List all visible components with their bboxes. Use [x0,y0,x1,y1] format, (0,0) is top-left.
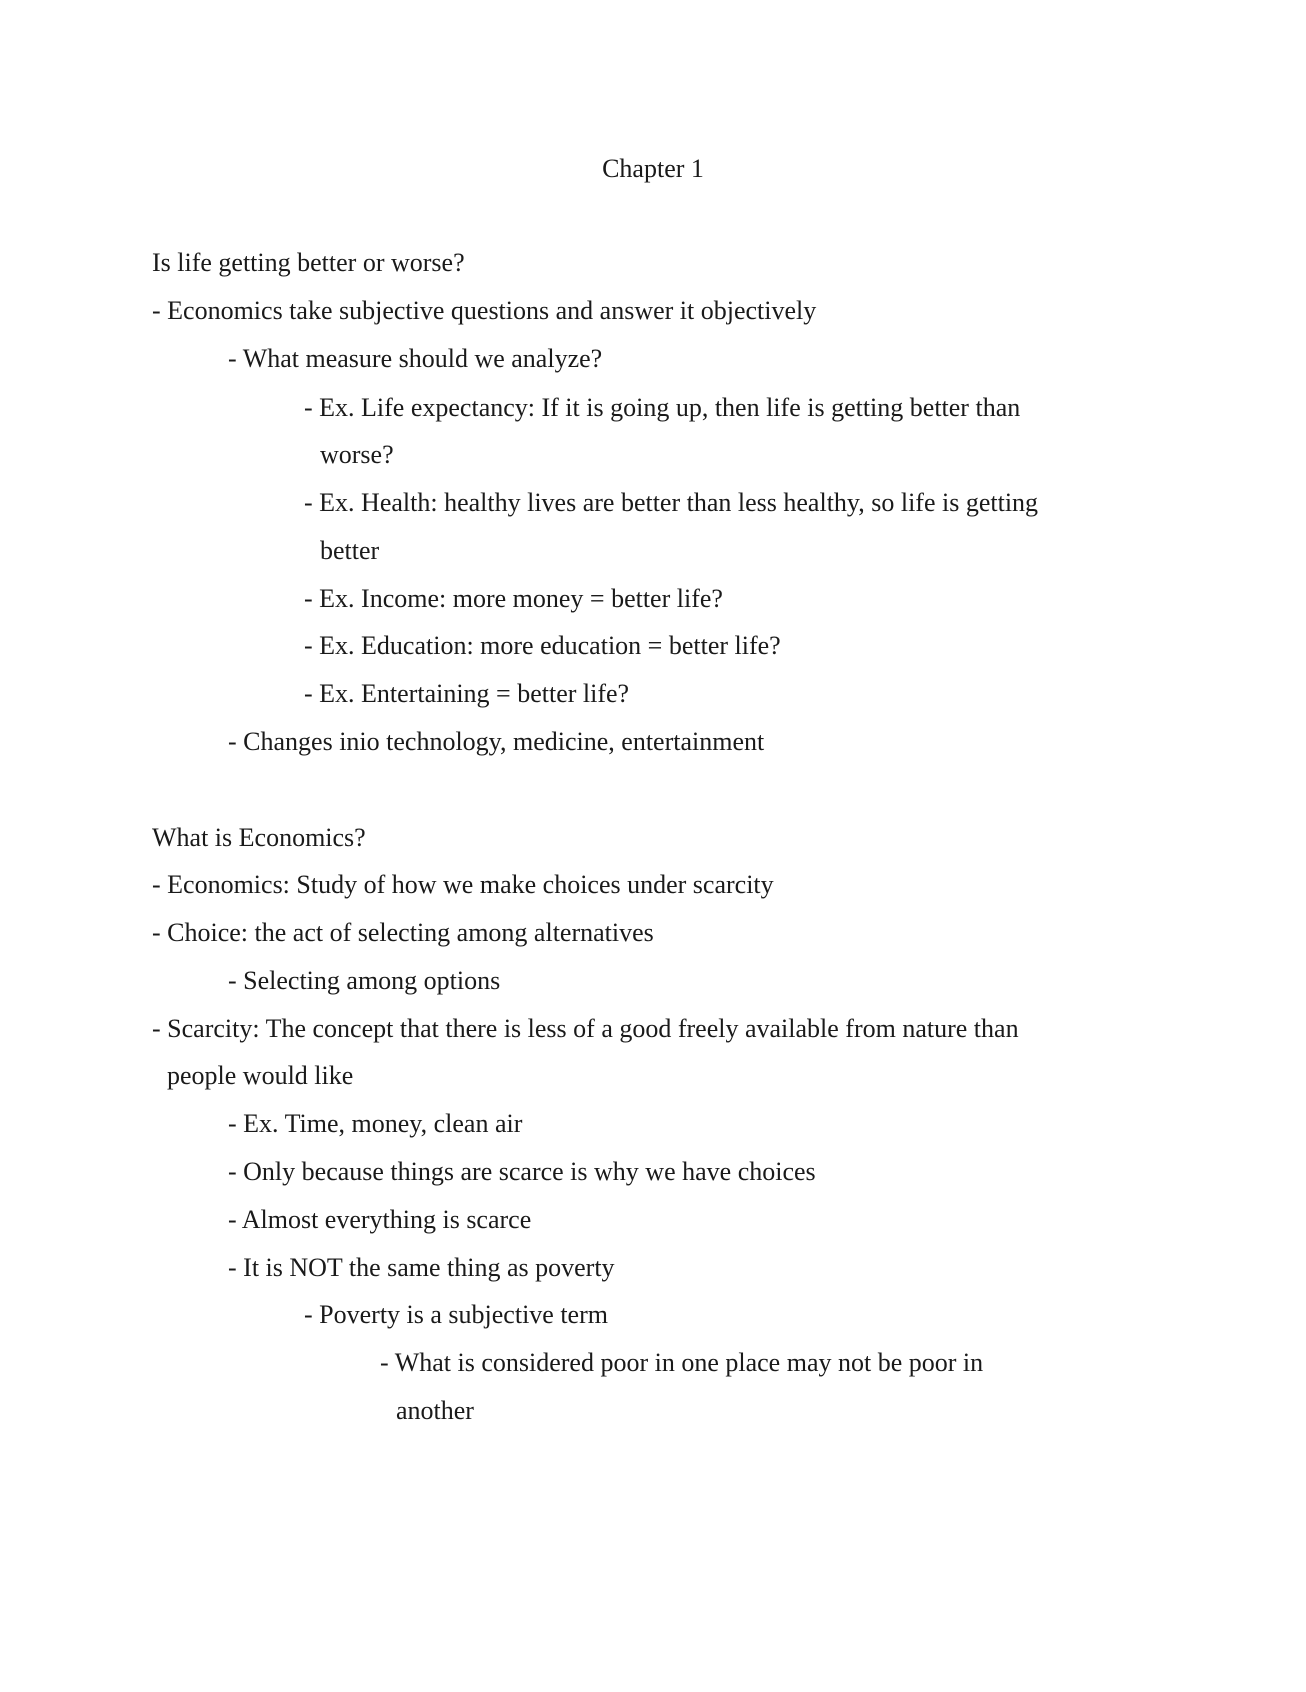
bullet-scarcity-definition-cont: people would like [167,1061,354,1090]
bullet-not-poverty: - It is NOT the same thing as poverty [228,1253,615,1282]
bullet-health: - Ex. Health: healthy lives are better than less healthy, so life is getting [304,488,1039,517]
bullet-scarce-choices: - Only because things are scarce is why we have choices [228,1157,816,1186]
bullet-health-cont: better [320,536,380,565]
bullet-life-expectancy-cont: worse? [320,440,394,469]
bullet-choice-definition: - Choice: the act of selecting among alternatives [152,918,654,947]
bullet-almost-everything: - Almost everything is scarce [228,1205,532,1234]
bullet-life-expectancy: - Ex. Life expectancy: If it is going up, then life is getting better than [304,393,1021,422]
bullet-income: - Ex. Income: more money = better life? [304,584,723,613]
bullet-selecting-options: - Selecting among options [228,966,501,995]
bullet-time-money-air: - Ex. Time, money, clean air [228,1109,523,1138]
bullet-entertaining: - Ex. Entertaining = better life? [304,679,630,708]
section-heading-life-better-worse: Is life getting better or worse? [152,248,465,277]
section-heading-what-is-economics: What is Economics? [152,823,366,852]
bullet-scarcity-definition: - Scarcity: The concept that there is less of a good freely available from nature than [152,1014,1019,1043]
bullet-poverty-subjective: - Poverty is a subjective term [304,1300,608,1329]
bullet-what-measure: - What measure should we analyze? [228,344,603,373]
bullet-education: - Ex. Education: more education = better life? [304,631,781,660]
bullet-poor-one-place-cont: another [396,1396,474,1425]
page-title: Chapter 1 [602,154,704,183]
bullet-poor-one-place: - What is considered poor in one place may not be poor in [380,1348,984,1377]
bullet-economics-objective: - Economics take subjective questions and answer it objectively [152,296,817,325]
bullet-changes: - Changes inio technology, medicine, entertainment [228,727,765,756]
bullet-economics-definition: - Economics: Study of how we make choices under scarcity [152,870,774,899]
